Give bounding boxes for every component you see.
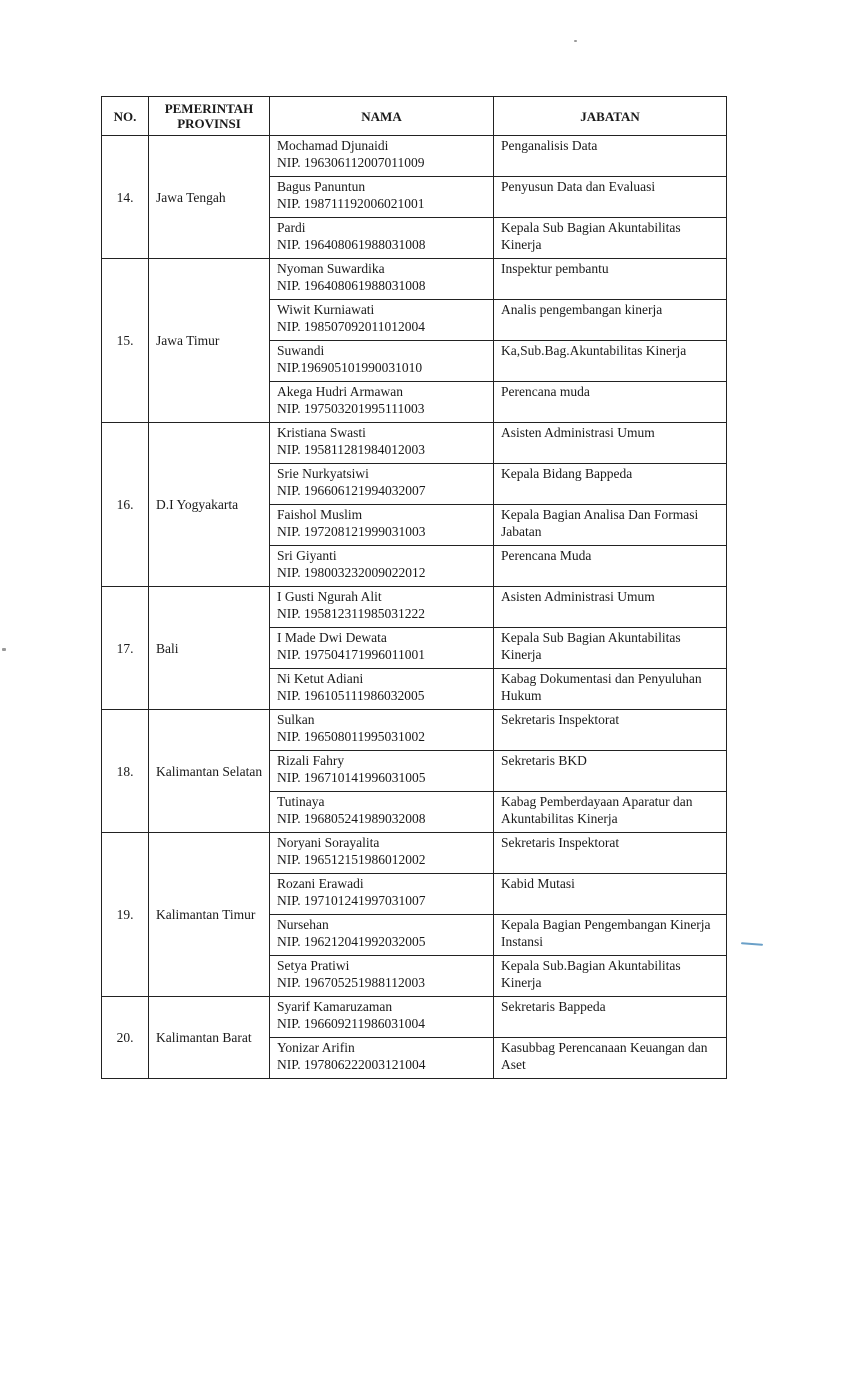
official-name: Sulkan: [277, 712, 315, 727]
province-name: Jawa Timur: [149, 259, 270, 423]
official-nip: NIP. 197503201995111003: [277, 401, 425, 416]
official-nip: NIP. 195811281984012003: [277, 442, 426, 457]
table-header: [102, 97, 727, 136]
group-number: 17.: [102, 587, 149, 710]
official-nip: NIP. 195812311985031222: [277, 606, 426, 621]
position-title: Kepala Bagian Analisa Dan Formasi Jabatan: [494, 505, 727, 546]
official-name: Wiwit Kurniawati: [277, 302, 375, 317]
official-name: Tutinaya: [277, 794, 325, 809]
position-title: Kabag Dokumentasi dan Penyuluhan Hukum: [494, 669, 727, 710]
official-nip: NIP. 197504171996011001: [277, 647, 426, 662]
official-nip: NIP. 197208121999031003: [277, 524, 426, 539]
name-cell: [270, 464, 494, 505]
scan-speck: [574, 40, 577, 42]
name-cell: [270, 628, 494, 669]
position-title: Sekretaris Inspektorat: [494, 833, 727, 874]
position-title: Analis pengembangan kinerja: [494, 300, 727, 341]
position-title: Inspektur pembantu: [494, 259, 727, 300]
official-nip: NIP. 197101241997031007: [277, 893, 426, 908]
province-name: Kalimantan Barat: [149, 997, 270, 1079]
position-title: Asisten Administrasi Umum: [494, 423, 727, 464]
table-body: [102, 136, 727, 1079]
official-nip: NIP. 198507092011012004: [277, 319, 426, 334]
name-cell: [270, 833, 494, 874]
official-nip: NIP. 198003232009022012: [277, 565, 426, 580]
official-nip: NIP.196905101990031010: [277, 360, 423, 375]
official-name: Faishol Muslim: [277, 507, 363, 522]
province-name: Jawa Tengah: [149, 136, 270, 259]
table-row: [102, 997, 727, 1038]
name-cell: [270, 423, 494, 464]
official-name: Rizali Fahry: [277, 753, 345, 768]
name-cell: [270, 136, 494, 177]
official-name: Akega Hudri Armawan: [277, 384, 403, 399]
official-name: Setya Pratiwi: [277, 958, 350, 973]
name-cell: [270, 915, 494, 956]
position-title: Sekretaris BKD: [494, 751, 727, 792]
province-name: Bali: [149, 587, 270, 710]
position-title: Kabid Mutasi: [494, 874, 727, 915]
official-nip: NIP. 196805241989032008: [277, 811, 426, 826]
position-title: Kepala Bidang Bappeda: [494, 464, 727, 505]
table-row: [102, 833, 727, 874]
header-provinsi: PEMERINTAH PROVINSI: [149, 97, 270, 136]
header-jabatan: JABATAN: [494, 97, 727, 136]
official-name: Sri Giyanti: [277, 548, 337, 563]
position-title: Sekretaris Inspektorat: [494, 710, 727, 751]
group-number: 15.: [102, 259, 149, 423]
name-cell: [270, 710, 494, 751]
scan-speck: [741, 942, 763, 946]
official-name: Bagus Panuntun: [277, 179, 366, 194]
position-title: Kepala Sub.Bagian Akuntabilitas Kinerja: [494, 956, 727, 997]
table-row: [102, 423, 727, 464]
official-nip: NIP. 196609211986031004: [277, 1016, 426, 1031]
province-name: Kalimantan Selatan: [149, 710, 270, 833]
official-name: Syarif Kamaruzaman: [277, 999, 393, 1014]
position-title: Penyusun Data dan Evaluasi: [494, 177, 727, 218]
name-cell: [270, 546, 494, 587]
official-nip: NIP. 196408061988031008: [277, 278, 426, 293]
header-no: NO.: [102, 97, 149, 136]
official-name: Srie Nurkyatsiwi: [277, 466, 369, 481]
official-name: Nyoman Suwardika: [277, 261, 385, 276]
official-nip: NIP. 197806222003121004: [277, 1057, 426, 1072]
name-cell: [270, 1038, 494, 1079]
name-cell: [270, 259, 494, 300]
official-nip: NIP. 196710141996031005: [277, 770, 426, 785]
position-title: Penganalisis Data: [494, 136, 727, 177]
header-row: [102, 97, 727, 136]
position-title: Ka,Sub.Bag.Akuntabilitas Kinerja: [494, 341, 727, 382]
official-nip: NIP. 196508011995031002: [277, 729, 426, 744]
position-title: Kabag Pemberdayaan Aparatur dan Akuntabilitas Kinerja: [494, 792, 727, 833]
name-cell: [270, 792, 494, 833]
table-row: [102, 587, 727, 628]
officials-table: [101, 96, 727, 1079]
official-name: Kristiana Swasti: [277, 425, 366, 440]
name-cell: [270, 874, 494, 915]
name-cell: [270, 177, 494, 218]
header-nama: NAMA: [270, 97, 494, 136]
official-nip: NIP. 196512151986012002: [277, 852, 426, 867]
official-nip: NIP. 196606121994032007: [277, 483, 426, 498]
official-name: Suwandi: [277, 343, 325, 358]
group-number: 19.: [102, 833, 149, 997]
official-name: Rozani Erawadi: [277, 876, 364, 891]
name-cell: [270, 997, 494, 1038]
official-nip: NIP. 196408061988031008: [277, 237, 426, 252]
position-title: Asisten Administrasi Umum: [494, 587, 727, 628]
official-nip: NIP. 196306112007011009: [277, 155, 425, 170]
position-title: Sekretaris Bappeda: [494, 997, 727, 1038]
group-number: 14.: [102, 136, 149, 259]
table-row: [102, 710, 727, 751]
official-name: Yonizar Arifin: [277, 1040, 355, 1055]
official-name: I Made Dwi Dewata: [277, 630, 387, 645]
province-name: D.I Yogyakarta: [149, 423, 270, 587]
name-cell: [270, 382, 494, 423]
position-title: Kepala Sub Bagian Akuntabilitas Kinerja: [494, 218, 727, 259]
official-nip: NIP. 196705251988112003: [277, 975, 426, 990]
scan-speck: [2, 648, 6, 651]
name-cell: [270, 218, 494, 259]
name-cell: [270, 587, 494, 628]
official-name: Noryani Sorayalita: [277, 835, 380, 850]
name-cell: [270, 669, 494, 710]
official-nip: NIP. 196105111986032005: [277, 688, 425, 703]
position-title: Perencana Muda: [494, 546, 727, 587]
official-name: Pardi: [277, 220, 306, 235]
position-title: Kasubbag Perencanaan Keuangan dan Aset: [494, 1038, 727, 1079]
name-cell: [270, 956, 494, 997]
name-cell: [270, 505, 494, 546]
position-title: Kepala Bagian Pengembangan Kinerja Instansi: [494, 915, 727, 956]
table-row: [102, 136, 727, 177]
official-nip: NIP. 198711192006021001: [277, 196, 425, 211]
name-cell: [270, 751, 494, 792]
province-name: Kalimantan Timur: [149, 833, 270, 997]
group-number: 16.: [102, 423, 149, 587]
group-number: 18.: [102, 710, 149, 833]
group-number: 20.: [102, 997, 149, 1079]
official-nip: NIP. 196212041992032005: [277, 934, 426, 949]
name-cell: [270, 341, 494, 382]
official-name: Nursehan: [277, 917, 329, 932]
official-name: Ni Ketut Adiani: [277, 671, 364, 686]
official-name: I Gusti Ngurah Alit: [277, 589, 382, 604]
position-title: Perencana muda: [494, 382, 727, 423]
name-cell: [270, 300, 494, 341]
official-name: Mochamad Djunaidi: [277, 138, 389, 153]
table-row: [102, 259, 727, 300]
position-title: Kepala Sub Bagian Akuntabilitas Kinerja: [494, 628, 727, 669]
